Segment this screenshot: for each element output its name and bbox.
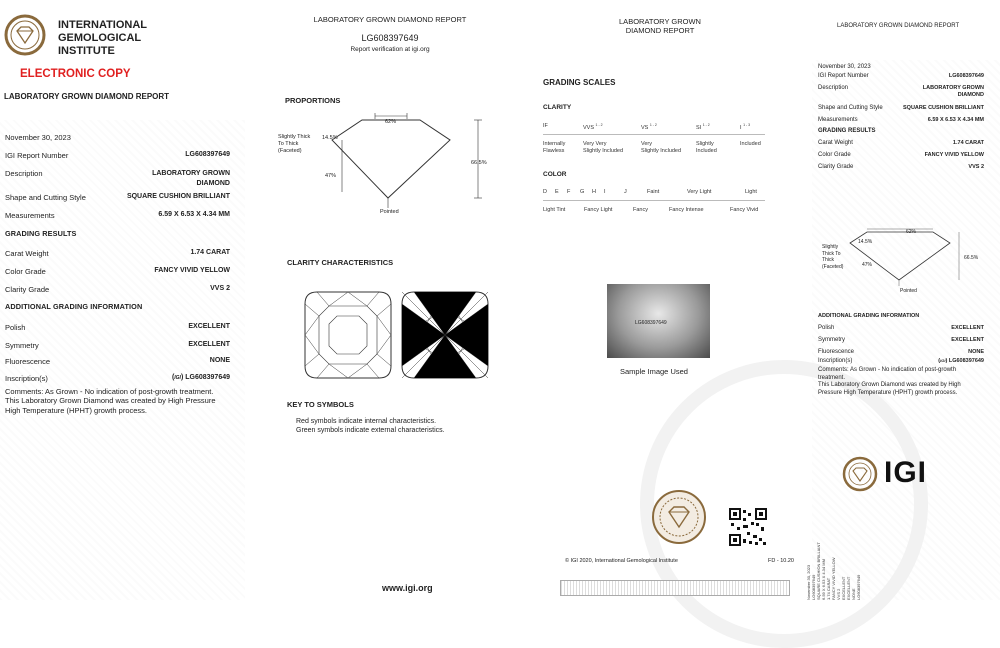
institute-name-line: INSTITUTE (58, 45, 115, 57)
clarity-grade-label: VS (641, 124, 649, 131)
middle-report-number: LG608397649 (361, 33, 419, 43)
field-label: Clarity Grade (818, 164, 854, 170)
middle-report-title: LABORATORY GROWN DIAMOND REPORT (313, 15, 467, 24)
mini-summary-strip (806, 505, 976, 600)
field-label: Fluorescence (5, 357, 51, 366)
right-comments: Comments: As Grown - No indication of post-growth treatment. This Laboratory Grown Diamond was created by High Pressure High Temperature (HPHT) growth process. (818, 367, 961, 396)
right-girdle-label: Slightly Thick To Thick (Faceted) (822, 244, 844, 270)
field-label: Description (5, 169, 43, 178)
field-value: NONE (968, 349, 984, 355)
clarity-desc: Included (740, 141, 761, 147)
color-grade-top: Light (745, 189, 757, 195)
sample-inscription-image (607, 284, 710, 358)
igi-seal-icon (4, 14, 46, 56)
clarity-grade-sup: 1 - 3 (743, 123, 751, 127)
field-value: VVS 2 (968, 164, 984, 170)
field-label: Symmetry (5, 341, 39, 350)
field-value: EXCELLENT (951, 325, 984, 331)
color-grade-bottom: Light Tint (543, 207, 566, 213)
clarity-grade-sup: 1 - 2 (595, 123, 603, 127)
left-report-title: LABORATORY GROWN DIAMOND REPORT (4, 92, 170, 101)
clarity-grade-if (543, 123, 548, 130)
clarity-characteristics-heading: CLARITY CHARACTERISTICS (287, 258, 394, 267)
field-value: LABORATORY GROWN DIAMOND (922, 85, 984, 98)
mini-carat: 1.74 CARAT (826, 577, 831, 600)
field-value: SQUARE CUSHION BRILLIANT (126, 193, 230, 200)
clarity-scale-divider (543, 134, 765, 135)
field-label: Inscription(s) (5, 374, 48, 383)
inscription-prefix: IGI (940, 358, 946, 363)
security-strip (560, 580, 790, 596)
field-value: LG608397649 (185, 151, 230, 158)
field-label: Polish (5, 323, 26, 332)
color-letter: J (624, 189, 627, 195)
field-value: VVS 2 (210, 285, 230, 292)
color-scale-heading: COLOR (543, 171, 567, 178)
sample-image-caption: Sample Image Used (620, 367, 688, 376)
color-grade-top: Very Light (687, 189, 712, 195)
color-letter: D (543, 189, 547, 195)
clarity-grade-vvs (583, 123, 603, 131)
mini-shape: SQUARE CUSHION BRILLIANT (816, 542, 821, 600)
left-comments: Comments: As Grown - No indication of post-growth treatment. This Laboratory Grown Diamond was created by High Pressure High Temperature (HPHT) growth process. (5, 387, 216, 415)
mini-summary-text (806, 505, 861, 600)
color-grade-bottom: Fancy (633, 207, 648, 213)
grading-results-heading: GRADING RESULTS (5, 229, 77, 238)
field-label: Shape and Cutting Style (818, 105, 883, 111)
field-label: Polish (818, 325, 835, 331)
inscription-value: LG608397649 (185, 374, 230, 381)
mini-fluorescence: NONE (851, 588, 856, 600)
field-label: IGI Report Number (5, 151, 69, 160)
color-letter: I (604, 189, 606, 195)
clarity-grade-label: I (740, 124, 742, 131)
key-to-symbols-heading: KEY TO SYMBOLS (287, 400, 354, 409)
field-value: 1.74 CARAT (190, 249, 230, 256)
sample-inscription-text: LG608397649 (635, 320, 667, 326)
clarity-grade-label: VVS (583, 124, 595, 131)
color-grade-bottom: Fancy Vivid (730, 207, 759, 213)
proportions-heading: PROPORTIONS (285, 96, 341, 105)
clarity-desc: Slightly Included (696, 141, 717, 154)
depth-percentage: 66.5% (471, 160, 487, 166)
right-report-title: LABORATORY GROWN DIAMOND REPORT (837, 23, 960, 29)
igi-seal-icon (651, 489, 707, 545)
mini-date: November 30, 2023 (806, 564, 811, 600)
field-label: Measurements (818, 117, 858, 123)
clarity-grade-sup: 1 - 2 (702, 123, 710, 127)
inscription-prefix: IGI (174, 375, 181, 381)
field-label: Measurements (5, 211, 55, 220)
clarity-scale-heading: CLARITY (543, 104, 572, 111)
right-report-date: November 30, 2023 (818, 64, 871, 70)
clarity-grade-i (740, 123, 750, 131)
field-value: EXCELLENT (188, 341, 230, 348)
field-label: Inscription(s) (818, 358, 853, 364)
clarity-grade-sup: 1 - 2 (649, 123, 657, 127)
right-culet-label: Pointed (900, 288, 917, 294)
mini-clarity: VVS 2 (836, 588, 841, 600)
inscription-value: LG608397649 (948, 358, 984, 364)
color-letter: H (592, 189, 596, 195)
field-value: LG608397649 (948, 73, 984, 79)
qr-code-icon[interactable] (729, 508, 767, 546)
clarity-grade-vs (641, 123, 657, 131)
color-grade-bottom: Fancy Light (584, 207, 613, 213)
institute-name-line: INTERNATIONAL (58, 19, 148, 31)
form-code: FD - 10.20 (768, 558, 794, 564)
field-value: 6.59 X 6.53 X 4.34 MM (158, 211, 230, 218)
color-grade-top: Faint (647, 189, 660, 195)
pavilion-percentage: 47% (325, 173, 337, 179)
clarity-plot-pavilion (400, 290, 490, 380)
clarity-desc: Very Slightly Included (641, 141, 682, 154)
field-value: (IGI) LG608397649 (938, 358, 984, 364)
color-grade-bottom: Fancy Intense (669, 207, 704, 213)
key-red-note: Red symbols indicate internal characteristics. (296, 418, 437, 425)
clarity-grade-label: IF (543, 123, 548, 129)
color-letter: G (580, 189, 585, 195)
field-value: LABORATORY GROWN DIAMOND (152, 170, 230, 187)
scales-report-title: LABORATORY GROWN DIAMOND REPORT (619, 17, 701, 35)
table-percentage: 62% (385, 119, 397, 125)
field-value: EXCELLENT (951, 337, 984, 343)
right-depth-percentage: 66.5% (964, 255, 979, 261)
right-crown-percentage: 14.5% (858, 239, 873, 245)
field-label: Carat Weight (5, 249, 49, 258)
proportions-diagram (320, 110, 490, 220)
field-label: Color Grade (818, 152, 851, 158)
copyright-note: © IGI 2020, International Gemological Institute (565, 558, 678, 564)
mini-inscription: LG608397649 (856, 574, 861, 600)
color-letter: F (567, 189, 571, 195)
igi-brand-text: IGI (884, 456, 928, 489)
mini-symmetry: EXCELLENT (846, 576, 851, 600)
clarity-grade-si (696, 123, 710, 131)
field-value: FANCY VIVID YELLOW (154, 267, 230, 274)
mini-color: FANCY VIVID YELLOW (831, 557, 836, 600)
color-letter: E (555, 189, 559, 195)
igi-seal-icon (842, 456, 878, 492)
right-additional-heading: ADDITIONAL GRADING INFORMATION (818, 313, 920, 319)
clarity-plot-crown (303, 290, 393, 380)
girdle-label: Slightly Thick To Thick (Faceted) (278, 134, 311, 154)
mini-measurements: 6.59 X 6.53 X 4.34 MM (821, 559, 826, 600)
right-grading-heading: GRADING RESULTS (818, 128, 876, 134)
institute-name (58, 19, 147, 58)
field-label: Clarity Grade (5, 285, 50, 294)
field-label: IGI Report Number (818, 73, 869, 79)
institute-name-line: GEMOLOGICAL (58, 32, 142, 44)
field-label: Symmetry (818, 337, 845, 343)
additional-info-heading: ADDITIONAL GRADING INFORMATION (5, 302, 143, 311)
verification-note: Report verification at igi.org (350, 46, 430, 53)
clarity-desc: Internally Flawless (543, 141, 566, 154)
culet-label: Pointed (380, 209, 399, 215)
field-value: (IGI) LG608397649 (171, 374, 230, 381)
electronic-copy-label: ELECTRONIC COPY (20, 68, 131, 80)
right-pavilion-percentage: 47% (862, 262, 873, 268)
mini-report-number: LG608397649 (811, 574, 816, 600)
color-scale-divider (543, 200, 765, 201)
field-label: Color Grade (5, 267, 46, 276)
field-value: SQUARE CUSHION BRILLIANT (903, 105, 984, 111)
field-label: Description (818, 85, 849, 91)
field-value: NONE (209, 357, 230, 364)
mini-polish: EXCELLENT (841, 576, 846, 600)
field-value: 6.59 X 6.53 X 4.34 MM (927, 117, 984, 123)
crown-percentage: 14.5% (322, 135, 338, 141)
website-link[interactable]: www.igi.org (382, 583, 433, 593)
right-proportions-diagram (845, 228, 965, 290)
field-label: Fluorescence (818, 349, 855, 355)
field-value: 1.74 CARAT (952, 140, 984, 146)
field-label: Shape and Cutting Style (5, 193, 86, 202)
right-table-percentage: 62% (906, 229, 917, 235)
key-green-note: Green symbols indicate external characteristics. (296, 427, 445, 434)
grading-scales-heading: GRADING SCALES (543, 78, 616, 87)
field-value: FANCY VIVID YELLOW (924, 152, 984, 158)
field-value: EXCELLENT (188, 323, 230, 330)
left-report-date: November 30, 2023 (5, 133, 71, 142)
clarity-grade-label: SI (696, 124, 702, 131)
clarity-desc: Very Very Slightly Included (583, 141, 624, 154)
field-label: Carat Weight (818, 140, 853, 146)
